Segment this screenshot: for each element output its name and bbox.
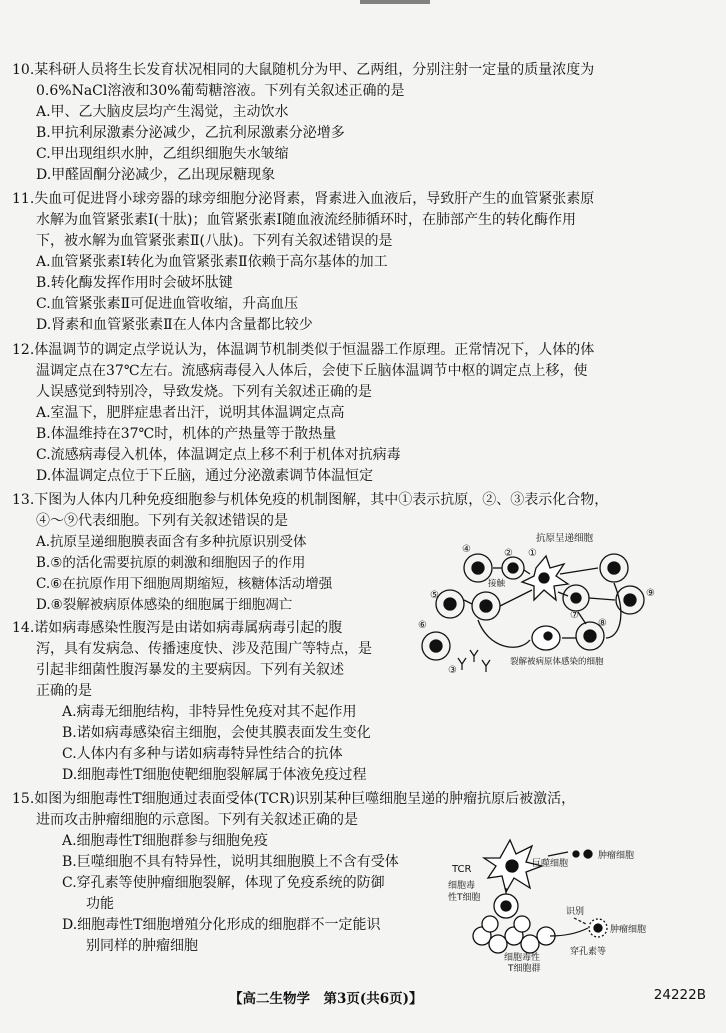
q11-option-c: C.血管紧张素Ⅱ可促进血管收缩，升高血压 <box>36 296 299 312</box>
q11-stem-line3: 下，被水解为血管紧张素Ⅱ(八肽)。下列有关叙述错误的是 <box>36 233 393 249</box>
q13-option-c: C.⑥在抗原作用下细胞周期缩短，核糖体活动增强 <box>36 576 333 592</box>
q12-stem-line3: 人误感觉到特别冷，导致发烧。下列有关叙述正确的是 <box>36 384 372 400</box>
q13-stem-line1: 13.下图为人体内几种免疫细胞参与机体免疫的机制图解，其中①表示抗原，②、③表示化合物， <box>12 492 609 508</box>
ctl-group-line1: 细胞毒性 <box>504 953 541 963</box>
q13-option-a: A.抗原呈递细胞膜表面含有多种抗原识别受体 <box>36 534 307 550</box>
q14-stem-line1: 14.诺如病毒感染性腹泻是由诺如病毒属病毒引起的腹 <box>12 620 343 636</box>
marker-6: ⑥ <box>418 620 427 631</box>
q12-option-c: C.流感病毒侵入机体，体温调定点上移不利于机体对抗病毒 <box>36 447 401 463</box>
marker-3: ③ <box>448 665 457 676</box>
marker-5: ⑤ <box>430 590 439 601</box>
ctl-label-line2: 性T细胞 <box>448 893 481 903</box>
q15-stem-line1: 15.如图为细胞毒性T细胞通过表面受体(TCR)识别某种巨噬细胞呈递的肿瘤抗原后被激活， <box>12 791 576 807</box>
q10-option-d: D.甲醛固酮分泌减少，乙出现尿糖现象 <box>36 167 276 183</box>
ctl-label-line1: 细胞毒 <box>448 881 476 891</box>
tumor-label: 肿瘤细胞 <box>598 851 635 861</box>
q14-stem-line4: 正确的是 <box>36 683 92 699</box>
q14-stem-line3: 引起非细菌性腹泻暴发的主要病因。下列有关叙述 <box>36 662 344 678</box>
q11-stem-line2: 水解为血管紧张素Ⅰ(十肽)；血管紧张素Ⅰ随血液流经肺循环时，在肺部产生的转化酶作用 <box>36 212 576 228</box>
macrophage-label: 巨噬细胞 <box>532 859 569 869</box>
marker-7: ⑦ <box>570 610 579 621</box>
q14-option-a: A.病毒无细胞结构，非特异性免疫对其不起作用 <box>62 704 357 720</box>
scan-mark <box>360 0 430 4</box>
immune-mechanism-figure <box>418 528 668 678</box>
marker-1: ① <box>528 548 537 559</box>
q15-option-c: C.穿孔素等使肿瘤细胞裂解，体现了免疫系统的防御 <box>62 875 385 891</box>
q13-option-d: D.⑧裂解被病原体感染的细胞属于细胞凋亡 <box>36 597 293 613</box>
tumor-immunity-figure <box>448 832 670 974</box>
q11-option-d: D.肾素和血管紧张素Ⅱ在人体内含量都比较少 <box>36 317 313 333</box>
q10-option-c: C.甲出现组织水肿，乙组织细胞失水皱缩 <box>36 146 289 162</box>
q13-stem-line2: ④～⑨代表细胞。下列有关叙述错误的是 <box>36 513 288 529</box>
page-footer <box>0 987 726 1009</box>
q14-option-d: D.细胞毒性T细胞使靶细胞裂解属于体液免疫过程 <box>62 767 367 783</box>
q10-option-b: B.甲抗利尿激素分泌减少，乙抗利尿激素分泌增多 <box>36 125 345 141</box>
q15-option-b: B.巨噬细胞不具有特异性，说明其细胞膜上不含有受体 <box>62 854 399 870</box>
q14-option-b: B.诺如病毒感染宿主细胞，会使其膜表面发生变化 <box>62 725 371 741</box>
antibody-icons <box>458 650 490 672</box>
q11-option-b: B.转化酶发挥作用时会破坏肽键 <box>36 275 233 291</box>
q11-option-a: A.血管紧张素Ⅰ转化为血管紧张素Ⅱ依赖于高尔基体的加工 <box>36 254 388 270</box>
q10-stem-line2: 0.6%NaCl溶液和30%葡萄糖溶液。下列有关叙述正确的是 <box>36 83 405 99</box>
ctl-group-line2: T细胞群 <box>508 964 541 974</box>
footer-code: 24222B <box>653 987 706 1003</box>
tcr-label: TCR <box>452 864 472 875</box>
marker-8: ⑧ <box>598 618 607 629</box>
q14-option-c: C.人体内有多种与诺如病毒特异性结合的抗体 <box>62 746 343 762</box>
lysis-label: 裂解被病原体感染的细胞 <box>510 657 604 667</box>
marker-2: ② <box>504 548 513 559</box>
q11-stem-line1: 11.失血可促进肾小球旁器的球旁细胞分泌肾素，肾素进入血液后，导致肝产生的血管紧张素原 <box>12 191 595 207</box>
marker-9: ⑨ <box>646 588 655 599</box>
q12-stem-line1: 12.体温调节的调定点学说认为，体温调节机制类似于恒温器工作原理。正常情况下，人体的体 <box>12 342 595 358</box>
q12-option-d: D.体温调定点位于下丘脑，通过分泌激素调节体温恒定 <box>36 468 374 484</box>
recognize-label: 识别 <box>566 907 585 917</box>
perforin-label: 穿孔素等 <box>570 947 607 957</box>
q10-option-a: A.甲、乙大脑皮层均产生渴觉，主动饮水 <box>36 104 289 120</box>
contact-label: 接触 <box>488 579 506 589</box>
q15-stem-line2: 进而攻击肿瘤细胞的示意图。下列有关叙述正确的是 <box>36 812 358 828</box>
q14-stem-line2: 泻，具有发病急、传播速度快、涉及范围广等特点，是 <box>36 641 372 657</box>
apc-label: 抗原呈递细胞 <box>536 533 594 544</box>
q15-option-d: D.细胞毒性T细胞增殖分化形成的细胞群不一定能识 <box>62 917 381 933</box>
q12-stem-line2: 温调定点在37℃左右。流感病毒侵入人体后，会使下丘脑体温调节中枢的调定点上移，使 <box>36 363 588 379</box>
q15-option-c-cont: 功能 <box>86 896 114 912</box>
q12-option-b: B.体温维持在37℃时，机体的产热量等于散热量 <box>36 426 337 442</box>
footer-page-info: 【高二生物学 第3页(共6页)】 <box>229 991 423 1007</box>
q15-option-a: A.细胞毒性T细胞群参与细胞免疫 <box>62 833 268 849</box>
marker-4: ④ <box>462 544 471 555</box>
q10-stem-line1: 10.某科研人员将生长发育状况相同的大鼠随机分为甲、乙两组，分别注射一定量的质量浓度为 <box>12 62 595 78</box>
q15-option-d-cont: 别同样的肿瘤细胞 <box>86 938 198 954</box>
q12-option-a: A.室温下，肥胖症患者出汗，说明其体温调定点高 <box>36 405 345 421</box>
dead-tumor-label: 肿瘤细胞 <box>610 925 647 935</box>
q13-option-b: B.⑤的活化需要抗原的刺激和细胞因子的作用 <box>36 555 306 571</box>
